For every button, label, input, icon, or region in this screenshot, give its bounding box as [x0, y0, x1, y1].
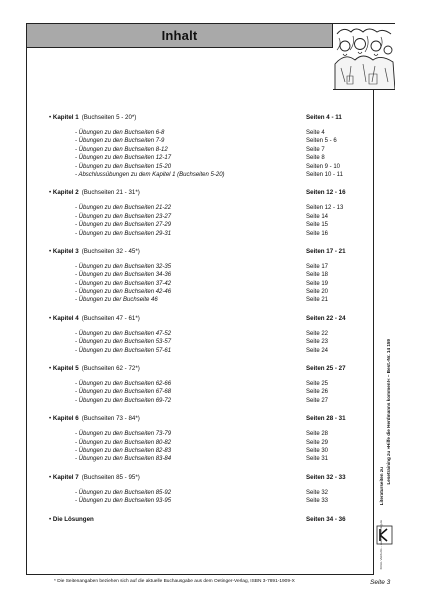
chapter-heading — [49, 315, 355, 324]
chapter-title: Kapitel 6 — [52, 415, 79, 423]
chapter-title: Kapitel 5 — [52, 365, 79, 373]
bullet-icon: • — [49, 365, 53, 373]
publisher-logo-text: KOHL VERLAG – www.kohlverlag.de — [379, 519, 383, 569]
exercise-label: - Übungen zu den Buchseiten 83-84 — [75, 456, 172, 463]
exercise-label: - Übungen zu den Buchseiten 93-95 — [75, 498, 172, 505]
sidebar-series-text: Literaturseiten zu — [379, 466, 384, 505]
exercise-label: - Übungen zu den Buchseiten 69-72 — [75, 397, 172, 404]
exercise-list — [49, 130, 355, 180]
exercise-page: Seite 4 — [306, 130, 325, 136]
list-item — [75, 164, 355, 172]
chapter-range: (Buchseiten 73 - 84*) — [81, 415, 140, 423]
exercise-label: - Übungen zu den Buchseiten 29-31 — [75, 230, 172, 237]
exercise-page: Seite 30 — [306, 447, 329, 454]
exercise-page: Seiten 12 - 13 — [306, 205, 344, 212]
list-item — [75, 348, 355, 356]
chapter-label — [49, 474, 140, 481]
exercise-label: - Übungen zu den Buchseiten 80-82 — [75, 439, 172, 446]
chapter-pages: Seiten 17 - 21 — [306, 247, 346, 255]
exercise-label: - Übungen zu den Buchseiten 21-22 — [75, 205, 172, 212]
list-item — [75, 138, 355, 146]
sidebar-title-text: Lesetraining zu »Hilfe die Herdmanns kommen!« – Best.-Nr. 14 159 — [386, 339, 391, 485]
exercise-page: Seite 17 — [306, 263, 329, 270]
exercise-label: - Abschlussübungen zu dem Kapitel 1 (Buchseiten 5-20) — [75, 171, 225, 178]
chapter-label — [49, 415, 140, 422]
chapter-pages: Seiten 12 - 16 — [306, 189, 346, 197]
footnote: * Die Seitenangaben beziehen sich auf die aktuelle Buchausgabe aus dem Oetinger-Verlag, ISBN 3-7891-1909-X — [54, 579, 295, 584]
exercise-page: Seite 21 — [306, 297, 329, 304]
list-item — [75, 498, 355, 506]
exercise-page: Seite 31 — [306, 456, 329, 463]
list-item — [75, 231, 355, 239]
exercise-label: - Übungen zu den Buchseiten 62-66 — [75, 381, 172, 388]
sidebar-strip — [373, 90, 395, 575]
exercise-label: - Übungen zu den Buchseiten 6-8 — [75, 130, 165, 136]
exercise-label: - Übungen zu den Buchseiten 7-9 — [75, 138, 165, 145]
chapter-section — [49, 516, 355, 525]
bullet-icon: • — [49, 314, 53, 322]
chapter-section — [49, 248, 355, 306]
chapter-title: Kapitel 4 — [52, 314, 79, 322]
chapter-range: (Buchseiten 85 - 95*) — [81, 473, 140, 481]
exercise-list — [49, 381, 355, 406]
chapter-title: Kapitel 7 — [52, 473, 79, 481]
list-item — [75, 205, 355, 213]
exercise-label: - Übungen zu den Buchseiten 34-36 — [75, 272, 172, 279]
chapter-heading — [49, 114, 355, 123]
exercise-page: Seite 19 — [306, 280, 329, 287]
exercise-page: Seite 8 — [306, 155, 325, 162]
list-item — [75, 331, 355, 339]
chapter-pages: Seiten 25 - 27 — [306, 365, 346, 373]
chapter-label — [49, 114, 136, 121]
bullet-icon: • — [49, 247, 53, 255]
list-item — [75, 389, 355, 397]
exercise-label: - Übungen zu den Buchseiten 53-57 — [75, 339, 172, 346]
list-item — [75, 222, 355, 230]
list-item — [75, 297, 355, 305]
chapter-range: (Buchseiten 47 - 61*) — [81, 314, 140, 322]
exercise-label: - Übungen zu den Buchseiten 15-20 — [75, 163, 172, 170]
exercise-page: Seite 24 — [306, 347, 329, 354]
exercise-label: - Übungen zu den Buchseiten 27-29 — [75, 222, 172, 229]
chapter-heading — [49, 516, 355, 525]
chapter-label — [49, 315, 140, 322]
list-item — [75, 431, 355, 439]
chapter-section — [49, 315, 355, 356]
exercise-page: Seite 25 — [306, 381, 329, 388]
exercise-label: - Übungen zu den Buchseiten 82-83 — [75, 447, 172, 454]
list-item — [75, 440, 355, 448]
exercise-label: - Übungen zu den Buchseiten 12-17 — [75, 155, 172, 162]
chapter-heading — [49, 415, 355, 424]
exercise-label: - Übungen zu den Buchseiten 47-52 — [75, 330, 172, 337]
exercise-page: Seite 14 — [306, 213, 329, 220]
exercise-label: - Übungen zu der Buchseite 46 — [75, 297, 158, 304]
exercise-list — [49, 205, 355, 239]
page-number: Seite 3 — [370, 579, 391, 586]
exercise-page: Seite 15 — [306, 222, 329, 229]
exercise-page: Seite 22 — [306, 330, 329, 337]
exercise-page: Seite 28 — [306, 431, 329, 438]
exercise-label: - Übungen zu den Buchseiten 37-42 — [75, 280, 172, 287]
exercise-page: Seite 29 — [306, 439, 329, 446]
list-item — [75, 155, 355, 163]
chapter-pages: Seiten 32 - 33 — [306, 473, 346, 481]
exercise-list — [49, 431, 355, 465]
chapter-title: Kapitel 2 — [52, 189, 79, 197]
exercise-list — [49, 331, 355, 356]
chapter-section — [49, 474, 355, 507]
chapter-section — [49, 189, 355, 239]
exercise-page: Seite 23 — [306, 339, 329, 346]
chapter-range: (Buchseiten 32 - 45*) — [81, 247, 140, 255]
exercise-label: - Übungen zu den Buchseiten 73-79 — [75, 431, 172, 438]
list-item — [75, 398, 355, 406]
exercise-page: Seiten 5 - 6 — [306, 138, 337, 145]
exercise-label: - Übungen zu den Buchseiten 8-12 — [75, 146, 168, 153]
bullet-icon: • — [49, 473, 53, 481]
list-item — [75, 172, 355, 180]
list-item — [75, 456, 355, 464]
exercise-page: Seite 32 — [306, 489, 329, 496]
chapter-title: Kapitel 3 — [52, 247, 79, 255]
exercise-list — [49, 264, 355, 306]
chapter-heading — [49, 248, 355, 257]
chapter-label — [49, 516, 97, 523]
chapter-heading — [49, 474, 355, 483]
bullet-icon: • — [49, 415, 53, 423]
chapter-section — [49, 114, 355, 180]
exercise-page: Seiten 10 - 11 — [306, 171, 343, 178]
chapter-range: (Buchseiten 5 - 20*) — [81, 114, 137, 121]
exercise-page: Seite 27 — [306, 397, 329, 404]
chapter-heading — [49, 189, 355, 198]
exercise-page: Seite 33 — [306, 498, 329, 505]
exercise-page: Seite 26 — [306, 389, 329, 396]
bullet-icon: • — [49, 189, 53, 197]
exercise-page: Seite 20 — [306, 289, 329, 296]
chapter-pages: Seiten 34 - 36 — [306, 515, 346, 523]
chapter-pages: Seiten 4 - 11 — [306, 114, 342, 121]
chapter-pages: Seiten 28 - 31 — [306, 415, 346, 423]
exercise-list — [49, 490, 355, 507]
list-item — [75, 281, 355, 289]
chapter-label — [49, 365, 140, 372]
chapter-pages: Seiten 22 - 24 — [306, 314, 346, 322]
exercise-label: - Übungen zu den Buchseiten 57-61 — [75, 347, 172, 354]
bullet-icon: • — [49, 114, 53, 121]
exercise-label: - Übungen zu den Buchseiten 32-35 — [75, 263, 172, 270]
page-title: Inhalt — [161, 28, 198, 43]
chapter-title: Die Lösungen — [52, 515, 94, 523]
chapter-range: (Buchseiten 21 - 31*) — [81, 189, 140, 197]
list-item — [75, 490, 355, 498]
chapter-title: Kapitel 1 — [52, 114, 79, 121]
exercise-label: - Übungen zu den Buchseiten 42-46 — [75, 289, 172, 296]
chapter-heading — [49, 365, 355, 374]
chapter-section — [49, 415, 355, 465]
title-bar — [27, 24, 333, 48]
list-item — [75, 272, 355, 280]
chapter-section — [49, 365, 355, 406]
exercise-page: Seiten 9 - 10 — [306, 163, 341, 170]
list-item — [75, 147, 355, 155]
exercise-page: Seite 7 — [306, 146, 325, 153]
exercise-label: - Übungen zu den Buchseiten 85-92 — [75, 489, 172, 496]
list-item — [75, 339, 355, 347]
table-of-contents — [49, 114, 355, 534]
exercise-page: Seite 18 — [306, 272, 329, 279]
exercise-label: - Übungen zu den Buchseiten 23-27 — [75, 213, 172, 220]
bullet-icon: • — [49, 515, 53, 523]
list-item — [75, 214, 355, 222]
chapter-range: (Buchseiten 62 - 72*) — [81, 365, 140, 373]
exercise-label: - Übungen zu den Buchseiten 67-68 — [75, 389, 172, 396]
exercise-page: Seite 16 — [306, 230, 329, 237]
chapter-label — [49, 189, 140, 196]
children-group-illustration-icon — [333, 24, 395, 90]
chapter-label — [49, 248, 140, 255]
